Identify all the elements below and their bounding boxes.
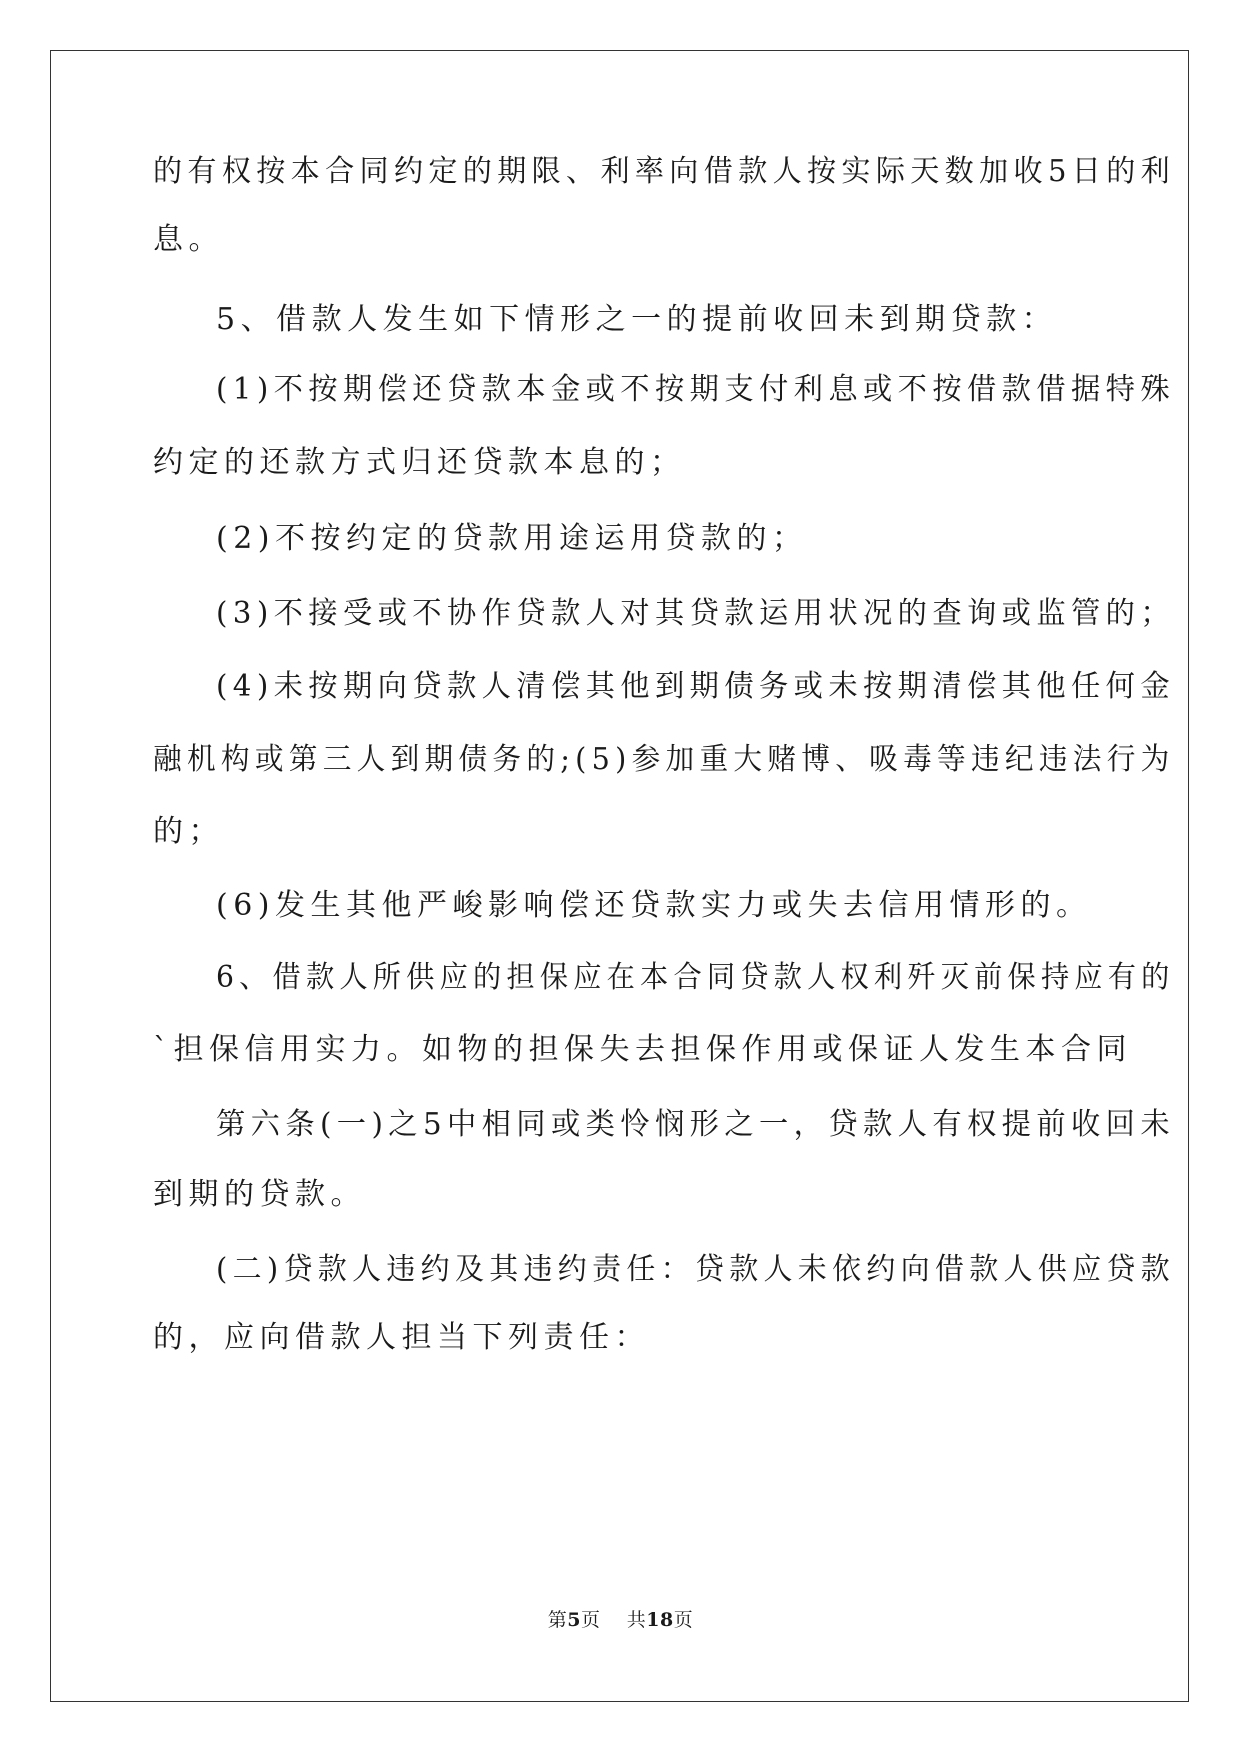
body-line-10: 的；	[153, 814, 224, 849]
footer-total-prefix: 共	[626, 1609, 647, 1631]
body-line-13: `担保信用实力。如物的担保失去担保作用或保证人发生本合同	[153, 1032, 1132, 1067]
footer-total-label: 页	[673, 1609, 694, 1631]
body-line-6: (2)不按约定的贷款用途运用贷款的；	[216, 521, 808, 556]
body-line-4: (1)不按期偿还贷款本金或不按期支付利息或不按借款借据特殊	[216, 372, 1176, 407]
body-line-1: 的有权按本合同约定的期限、利率向借款人按实际天数加收5日的利	[153, 154, 1176, 189]
body-line-3: 5、借款人发生如下情形之一的提前收回未到期贷款：	[216, 302, 1058, 337]
body-line-5: 约定的还款方式归还贷款本息的；	[153, 445, 686, 480]
footer-prefix: 第	[547, 1609, 568, 1631]
page-border	[50, 50, 1189, 1702]
body-line-11: (6)发生其他严峻影响偿还贷款实力或失去信用情形的。	[216, 888, 1092, 923]
body-line-14: 第六条(一)之5中相同或类怜悯形之一，贷款人有权提前收回未	[216, 1107, 1176, 1142]
current-page-number: 5	[567, 1609, 582, 1631]
body-line-12: 6、借款人所供应的担保应在本合同贷款人权利歼灭前保持应有的	[216, 960, 1175, 995]
body-line-17: 的，应向借款人担当下列责任：	[153, 1320, 650, 1355]
body-line-7: (3)不接受或不协作贷款人对其贷款运用状况的查询或监管的；	[216, 596, 1176, 631]
body-line-9: 融机构或第三人到期债务的;(5)参加重大赌博、吸毒等违纪违法行为	[153, 742, 1175, 777]
footer-page-label: 页	[581, 1609, 601, 1631]
body-line-16: (二)贷款人违约及其违约责任：贷款人未依约向借款人供应贷款	[216, 1252, 1175, 1287]
total-pages-number: 18	[646, 1609, 674, 1631]
body-line-15: 到期的贷款。	[153, 1177, 366, 1212]
page-footer	[0, 1608, 1241, 1632]
body-line-2: 息。	[153, 222, 224, 257]
body-line-8: (4)未按期向贷款人清偿其他到期债务或未按期清偿其他任何金	[216, 669, 1176, 704]
